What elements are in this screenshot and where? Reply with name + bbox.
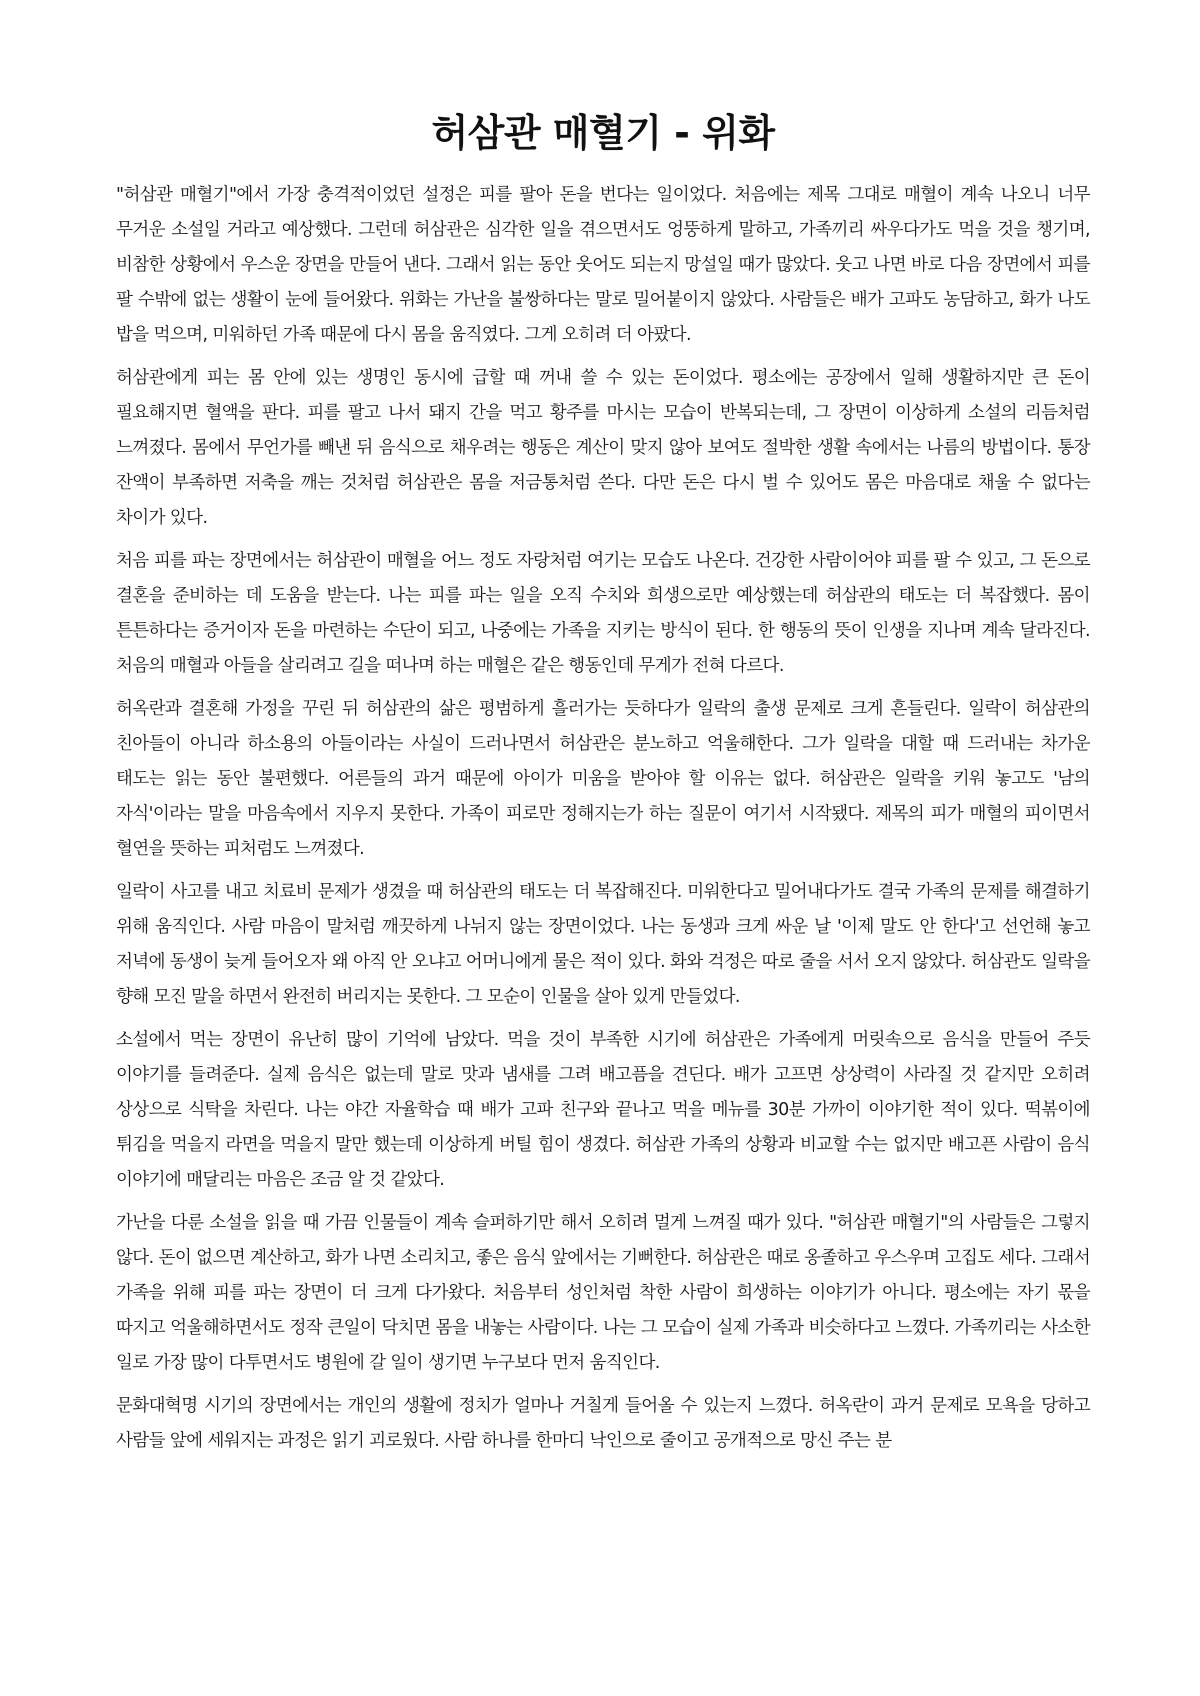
essay-paragraph: 일락이 사고를 내고 치료비 문제가 생겼을 때 허삼관의 태도는 더 복잡해진다. 미워한다고 밀어내다가도 결국 가족의 문제를 해결하기 위해 움직인다. 사람 마음이 말처럼 깨끗하게 나뉘지 않는 장면이었다. 나는 동생과 크게 싸운 날 '이제 말도 안 한다'고 선언해 놓고 저녁에 동생이 늦게 들어오자 왜 아직 안 오냐고 어머니에게 물은 적이 있다. 화와 걱정은 따로 줄을 서서 오지 않았다. 허삼관도 일락을 향해 모진 말을 하면서 완전히 버리지는 못한다. 그 모순이 인물을 살아 있게 만들었다. <box>116 881 1090 1007</box>
essay-paragraph: 처음 피를 파는 장면에서는 허삼관이 매혈을 어느 정도 자랑처럼 여기는 모습도 나온다. 건강한 사람이어야 피를 팔 수 있고, 그 돈으로 결혼을 준비하는 데 도움을 받는다. 나는 피를 파는 일을 오직 수치와 희생으로만 예상했는데 허삼관의 태도는 더 복잡했다. 몸이 튼튼하다는 증거이자 돈을 마련하는 수단이 되고, 나중에는 가족을 지키는 방식이 된다. 한 행동의 뜻이 인생을 지나며 계속 달라진다. 처음의 매혈과 아들을 살리려고 길을 떠나며 하는 매혈은 같은 행동인데 무게가 전혀 다르다. <box>116 550 1090 676</box>
essay-paragraph: 허삼관에게 피는 몸 안에 있는 생명인 동시에 급할 때 꺼내 쓸 수 있는 돈이었다. 평소에는 공장에서 일해 생활하지만 큰 돈이 필요해지면 혈액을 판다. 피를 팔고 나서 돼지 간을 먹고 황주를 마시는 모습이 반복되는데, 그 장면이 이상하게 소설의 리듬처럼 느껴졌다. 몸에서 무언가를 빼낸 뒤 음식으로 채우려는 행동은 계산이 맞지 않아 보여도 절박한 생활 속에서는 나름의 방법이다. 통장 잔액이 부족하면 저축을 깨는 것처럼 허삼관은 몸을 저금통처럼 쓴다. 다만 돈은 다시 벌 수 있어도 몸은 마음대로 채울 수 없다는 차이가 있다. <box>116 367 1090 528</box>
essay-paragraph: "허삼관 매혈기"에서 가장 충격적이었던 설정은 피를 팔아 돈을 번다는 일이었다. 처음에는 제목 그대로 매혈이 계속 나오니 너무 무거운 소설일 거라고 예상했다. 그런데 허삼관은 심각한 일을 겪으면서도 엉뚱하게 말하고, 가족끼리 싸우다가도 먹을 것을 챙기며, 비참한 상황에서 우스운 장면을 만들어 낸다. 그래서 읽는 동안 웃어도 되는지 망설일 때가 많았다. 웃고 나면 바로 다음 장면에서 피를 팔 수밖에 없는 생활이 눈에 들어왔다. 위화는 가난을 불쌍하다는 말로 밀어붙이지 않았다. 사람들은 배가 고파도 농담하고, 화가 나도 밥을 먹으며, 미워하던 가족 때문에 다시 몸을 움직였다. 그게 오히려 더 아팠다. <box>116 184 1090 345</box>
document-title: 허삼관 매혈기 - 위화 <box>431 111 775 155</box>
essay-body <box>116 178 1090 1459</box>
essay-paragraph: 문화대혁명 시기의 장면에서는 개인의 생활에 정치가 얼마나 거칠게 들어올 수 있는지 느꼈다. 허옥란이 과거 문제로 모욕을 당하고 사람들 앞에 세워지는 과정은 읽기 괴로웠다. 사람 하나를 한마디 낙인으로 줄이고 공개적으로 망신 주는 분 <box>116 1395 1090 1451</box>
essay-paragraph: 가난을 다룬 소설을 읽을 때 가끔 인물들이 계속 슬퍼하기만 해서 오히려 멀게 느껴질 때가 있다. "허삼관 매혈기"의 사람들은 그렇지 않다. 돈이 없으면 계산하고, 화가 나면 소리치고, 좋은 음식 앞에서는 기뻐한다. 허삼관은 때로 옹졸하고 우스우며 고집도 세다. 그래서 가족을 위해 피를 파는 장면이 더 크게 다가왔다. 처음부터 성인처럼 착한 사람이 희생하는 이야기가 아니다. 평소에는 자기 몫을 따지고 억울해하면서도 정작 큰일이 닥치면 몸을 내놓는 사람이다. 나는 그 모습이 실제 가족과 비슷하다고 느꼈다. 가족끼리는 사소한 일로 가장 많이 다투면서도 병원에 갈 일이 생기면 누구보다 먼저 움직인다. <box>116 1212 1090 1373</box>
essay-paragraph: 허옥란과 결혼해 가정을 꾸린 뒤 허삼관의 삶은 평범하게 흘러가는 듯하다가 일락의 출생 문제로 크게 흔들린다. 일락이 허삼관의 친아들이 아니라 하소용의 아들이라는 사실이 드러나면서 허삼관은 분노하고 억울해한다. 그가 일락을 대할 때 드러내는 차가운 태도는 읽는 동안 불편했다. 어른들의 과거 때문에 아이가 미움을 받아야 할 이유는 없다. 허삼관은 일락을 키워 놓고도 '남의 자식'이라는 말을 마음속에서 지우지 못한다. 가족이 피로만 정해지는가 하는 질문이 여기서 시작됐다. 제목의 피가 매혈의 피이면서 혈연을 뜻하는 피처럼도 느껴졌다. <box>116 698 1090 859</box>
essay-paragraph: 소설에서 먹는 장면이 유난히 많이 기억에 남았다. 먹을 것이 부족한 시기에 허삼관은 가족에게 머릿속으로 음식을 만들어 주듯 이야기를 들려준다. 실제 음식은 없는데 말로 맛과 냄새를 그려 배고픔을 견딘다. 배가 고프면 상상력이 사라질 것 같지만 오히려 상상으로 식탁을 차린다. 나는 야간 자율학습 때 배가 고파 친구와 끝나고 먹을 메뉴를 30분 가까이 이야기한 적이 있다. 떡볶이에 튀김을 먹을지 라면을 먹을지 말만 했는데 이상하게 버틸 힘이 생겼다. 허삼관 가족의 상황과 비교할 수는 없지만 배고픈 사람이 음식 이야기에 매달리는 마음은 조금 알 것 같았다. <box>116 1029 1090 1190</box>
